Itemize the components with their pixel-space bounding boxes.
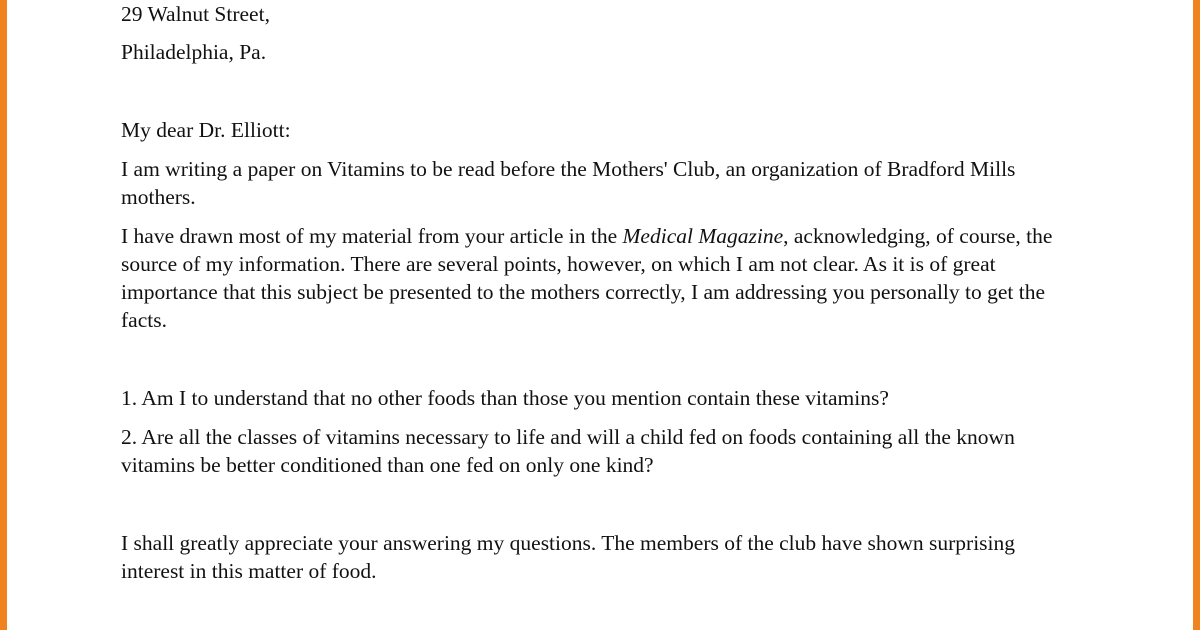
magazine-title: Medical Magazine (622, 224, 784, 248)
right-orange-border (1193, 0, 1200, 630)
material-text-after: , acknowledging, of course, the source of my information. There are several points, however, on which I am not clear. As it is of great importance that this subject be presented to the mothers correctly, I am addressing you personally to get the facts. (121, 224, 1053, 332)
address-street: 29 Walnut Street, (121, 2, 270, 26)
intro-paragraph: I am writing a paper on Vitamins to be read before the Mothers' Club, an organization of Bradford Mills mothers. (121, 157, 1016, 209)
material-paragraph (121, 222, 1071, 334)
left-orange-border (0, 0, 7, 630)
salutation: My dear Dr. Elliott: (121, 118, 291, 142)
question-1: 1. Am I to understand that no other foods than those you mention contain these vitamins? (121, 386, 889, 410)
material-text-before: I have drawn most of my material from your article in the (121, 224, 623, 248)
address-city: Philadelphia, Pa. (121, 40, 267, 64)
closing-paragraph: I shall greatly appreciate your answering my questions. The members of the club have shown surprising interest in this matter of food. (121, 531, 1016, 583)
question-2: 2. Are all the classes of vitamins necessary to life and will a child fed on foods containing all the known vitamins be better conditioned than one fed on only one kind? (121, 425, 1015, 477)
